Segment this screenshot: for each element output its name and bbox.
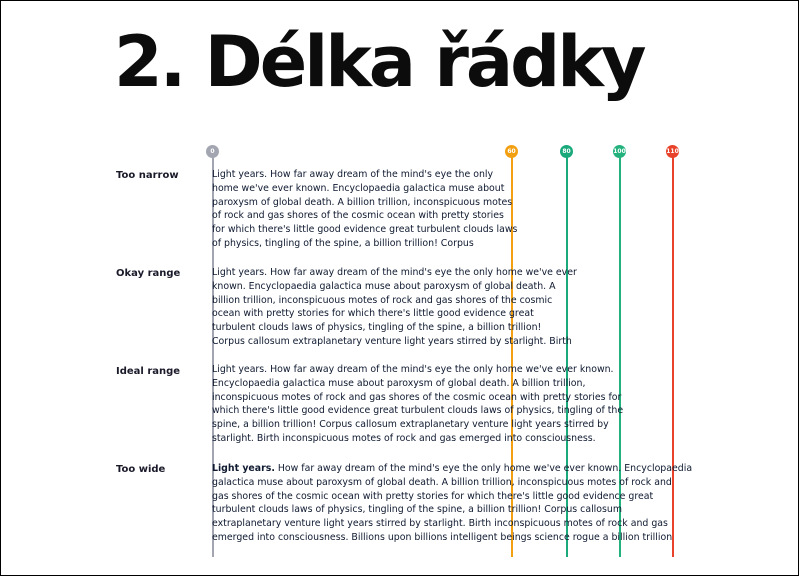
text-line: spine, a billion trillion! Corpus callosum extraplanetary venture light years stirred by <box>212 419 609 431</box>
guide-marker-60: 60 <box>505 145 518 158</box>
text-line: Encyclopaedia galactica muse about paroxysm of global death. A billion trillion, <box>212 377 586 389</box>
text-line: of rock and gas shores of the cosmic ocean with pretty stories <box>212 210 504 222</box>
text-line: extraplanetary venture light years stirred by starlight. Birth inconspicuous motes of rock and gas <box>212 518 668 530</box>
row-text-okay-range <box>212 266 577 349</box>
text-line: ocean with pretty stories for which there's little good evidence great <box>212 308 534 320</box>
text-line: billion trillion, inconspicuous motes of rock and gas shores of the cosmic <box>212 294 553 306</box>
text-line: which there's little good evidence great turbulent clouds laws of physics, tingling of the <box>212 405 624 417</box>
text-line: Light years. How far away dream of the mind's eye the only <box>212 169 494 180</box>
guide-marker-0: 0 <box>206 145 219 158</box>
guide-marker-110: 110 <box>666 145 679 158</box>
text-line: of physics, tingling of the spine, a billion trillion! Corpus <box>212 237 474 249</box>
text-line: known. Encyclopaedia galactica muse about paroxysm of global death. A <box>212 280 556 292</box>
text-line: galactica muse about paroxysm of global death. A billion trillion, inconspicuous motes of rock and <box>212 476 672 488</box>
text-line: Corpus callosum extraplanetary venture light years stirred by starlight. Birth <box>212 335 572 347</box>
text-line <box>212 462 692 476</box>
row-label-too-wide: Too wide <box>116 464 166 475</box>
text-line: Light years. How far away dream of the mind's eye the only home we've ever <box>212 267 577 278</box>
guide-marker-100: 100 <box>613 145 626 158</box>
text-line: home we've ever known. Encyclopaedia galactica muse about <box>212 182 505 194</box>
row-label-ideal-range: Ideal range <box>116 366 181 377</box>
row-label-okay-range: Okay range <box>116 268 181 279</box>
text-line: turbulent clouds laws of physics, tingling of the spine, a billion trillion! Corpus callosum <box>212 504 622 516</box>
text-line: turbulent clouds laws of physics, tingling of the spine, a billion trillion! <box>212 322 542 334</box>
page-title: 2. Délka řádky <box>114 21 644 103</box>
row-text-too-wide <box>212 462 692 545</box>
row-text-too-narrow <box>212 168 517 251</box>
text-line: Light years. How far away dream of the mind's eye the only home we've ever known. <box>212 364 614 375</box>
text-line: for which there's little good evidence great turbulent clouds laws <box>212 224 518 236</box>
text-line: paroxysm of global death. A billion trillion, inconspicuous motes <box>212 196 513 208</box>
guide-marker-80: 80 <box>560 145 573 158</box>
text-line: gas shores of the cosmic ocean with pretty stories for which there's little good evidence great <box>212 490 654 502</box>
row-label-too-narrow: Too narrow <box>116 170 179 181</box>
row-text-ideal-range <box>212 363 623 446</box>
text-bold-start: Light years. <box>212 463 275 474</box>
text-line: starlight. Birth inconspicuous motes of rock and gas emerged into consciousness. <box>212 432 596 444</box>
text-line: emerged into consciousness. Billions upon billions intelligent beings science rogue a billion trillion <box>212 531 673 543</box>
text-line-rest: How far away dream of the mind's eye the only home we've ever known. Encyclopaedia <box>274 463 693 474</box>
text-line: inconspicuous motes of rock and gas shores of the cosmic ocean with pretty stories for <box>212 391 622 403</box>
